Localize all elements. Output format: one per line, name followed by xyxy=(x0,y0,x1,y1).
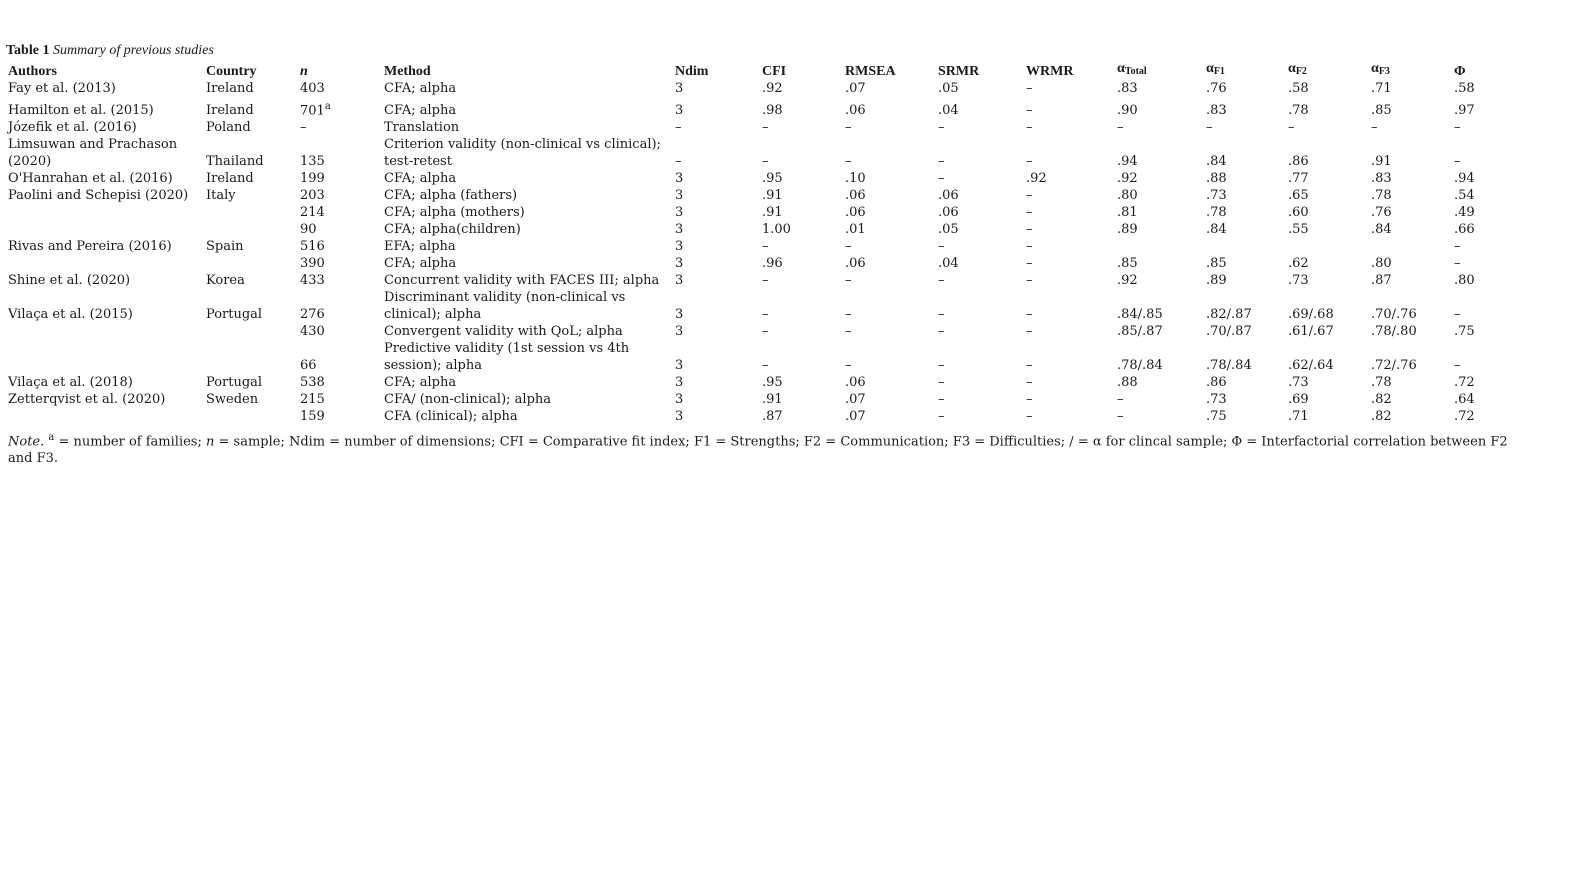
cell-f1: .82/.87 xyxy=(1206,307,1252,322)
table-figure xyxy=(6,42,1551,467)
cell-n: 701$^a$ xyxy=(300,100,331,118)
cell-f3: .71 xyxy=(1371,81,1392,96)
cell-srmr: .06 xyxy=(938,188,959,203)
cell-cfi: .95 xyxy=(762,171,783,186)
cell-phi: .72 xyxy=(1454,409,1475,424)
cell-n: 433 xyxy=(300,273,325,288)
cell-cfi: .91 xyxy=(762,188,783,203)
cell-ndim: 3 xyxy=(675,103,684,118)
cell-wrmr: – xyxy=(1026,154,1033,169)
cell-wrmr: – xyxy=(1026,307,1033,322)
cell-wrmr: – xyxy=(1026,324,1033,339)
cell-cfi: .95 xyxy=(762,375,783,390)
cell-wrmr: – xyxy=(1026,120,1033,135)
cell-n: 403 xyxy=(300,81,325,96)
cell-f2: .60 xyxy=(1288,205,1309,220)
cell-wrmr: – xyxy=(1026,358,1033,373)
cell-total: – xyxy=(1117,120,1124,135)
table-row xyxy=(6,80,1571,97)
cell-rmsea: – xyxy=(845,358,852,373)
cell-f2 xyxy=(1286,238,1369,255)
cell-n: 90 xyxy=(300,222,317,237)
cell-cfi: .91 xyxy=(762,392,783,407)
cell-rmsea: .06 xyxy=(845,256,866,271)
cell-rmsea: .07 xyxy=(845,81,866,96)
cell-cfi: – xyxy=(762,273,769,288)
alpha-f3-sub: F3 xyxy=(1378,66,1390,77)
cell-f2: .58 xyxy=(1288,81,1309,96)
note-part1: = number of families; xyxy=(54,434,206,450)
cell-f2: .77 xyxy=(1288,171,1309,186)
table-row xyxy=(6,221,1571,238)
cell-phi: – xyxy=(1454,154,1461,169)
col-cfi: CFI xyxy=(762,64,787,79)
cell-method: CFA; alpha xyxy=(384,171,457,186)
cell-f1: .76 xyxy=(1206,81,1227,96)
cell-method: CFA; alpha (mothers) xyxy=(384,205,525,220)
col-phi: Φ xyxy=(1454,64,1466,79)
cell-ndim: 3 xyxy=(675,375,684,390)
cell-f2: .71 xyxy=(1288,409,1309,424)
cell-ndim: 3 xyxy=(675,273,684,288)
cell-phi: – xyxy=(1454,307,1461,322)
cell-cfi: .87 xyxy=(762,409,783,424)
col-ndim: Ndim xyxy=(675,64,709,79)
cell-f3: .78/.80 xyxy=(1371,324,1417,339)
cell-n: 135 xyxy=(300,154,325,169)
cell-method: Convergent validity with QoL; alpha xyxy=(384,324,623,339)
table-row xyxy=(6,323,1571,340)
cell-country xyxy=(204,340,298,374)
cell-f3: – xyxy=(1371,120,1378,135)
cell-n: 159 xyxy=(300,409,325,424)
cell-n: 538 xyxy=(300,375,325,390)
cell-cfi: – xyxy=(762,358,769,373)
cell-rmsea: .06 xyxy=(845,205,866,220)
cell-authors xyxy=(6,204,204,221)
cell-f3: .84 xyxy=(1371,222,1392,237)
cell-total: – xyxy=(1117,392,1124,407)
cell-total: .81 xyxy=(1117,205,1138,220)
cell-srmr: – xyxy=(938,409,945,424)
cell-f1: .83 xyxy=(1206,103,1227,118)
cell-total: .84/.85 xyxy=(1117,307,1163,322)
table-note xyxy=(6,429,1528,467)
cell-total: .92 xyxy=(1117,273,1138,288)
cell-ndim: 3 xyxy=(675,188,684,203)
cell-country: Thailand xyxy=(206,154,264,169)
cell-cfi: .96 xyxy=(762,256,783,271)
cell-rmsea: – xyxy=(845,120,852,135)
cell-method: CFA/ (non-clinical); alpha xyxy=(384,392,552,407)
cell-total: .90 xyxy=(1117,103,1138,118)
cell-n: 66 xyxy=(300,358,317,373)
cell-country xyxy=(204,221,298,238)
note-label: Note. xyxy=(8,434,45,450)
cell-method: CFA; alpha xyxy=(384,375,457,390)
cell-f1: .85 xyxy=(1206,256,1227,271)
cell-rmsea: .01 xyxy=(845,222,866,237)
cell-f3: .87 xyxy=(1371,273,1392,288)
alpha-f1-sub: F1 xyxy=(1213,66,1225,77)
col-alpha-f3 xyxy=(1369,60,1452,80)
cell-method: CFA; alpha xyxy=(384,81,457,96)
cell-f3: .83 xyxy=(1371,171,1392,186)
cell-n: 390 xyxy=(300,256,325,271)
cell-f2: .69/.68 xyxy=(1288,307,1334,322)
cell-srmr: .06 xyxy=(938,205,959,220)
cell-total xyxy=(1115,238,1204,255)
cell-cfi: – xyxy=(762,324,769,339)
cell-rmsea: – xyxy=(845,154,852,169)
alpha-symbol: α xyxy=(1117,61,1125,76)
cell-method: CFA (clinical); alpha xyxy=(384,409,518,424)
cell-f3: .91 xyxy=(1371,154,1392,169)
cell-phi: – xyxy=(1454,120,1461,135)
cell-country: Ireland xyxy=(206,171,254,186)
cell-total: .85/.87 xyxy=(1117,324,1163,339)
cell-f3: .85 xyxy=(1371,103,1392,118)
cell-rmsea: .07 xyxy=(845,409,866,424)
cell-phi: .97 xyxy=(1454,103,1475,118)
cell-authors: Hamilton et al. (2015) xyxy=(8,103,154,118)
summary-table xyxy=(6,60,1571,425)
cell-wrmr: – xyxy=(1026,409,1033,424)
cell-total: .80 xyxy=(1117,188,1138,203)
cell-method: CFA; alpha(children) xyxy=(384,222,521,237)
cell-total: .88 xyxy=(1117,375,1138,390)
cell-authors xyxy=(6,323,204,340)
cell-n: 276 xyxy=(300,307,325,322)
cell-srmr: – xyxy=(938,375,945,390)
cell-method: Discriminant validity (non-clinical vs clinical); alpha xyxy=(384,290,626,322)
table-row xyxy=(6,136,1571,170)
cell-f3: .82 xyxy=(1371,409,1392,424)
cell-n: 430 xyxy=(300,324,325,339)
cell-total: .94 xyxy=(1117,154,1138,169)
cell-ndim: 3 xyxy=(675,358,684,373)
cell-srmr: – xyxy=(938,273,945,288)
cell-total: .83 xyxy=(1117,81,1138,96)
cell-cfi: 1.00 xyxy=(762,222,791,237)
cell-n: 516 xyxy=(300,239,325,254)
cell-cfi: .92 xyxy=(762,81,783,96)
cell-rmsea: .06 xyxy=(845,375,866,390)
col-alpha-f1 xyxy=(1204,60,1286,80)
cell-wrmr: .92 xyxy=(1026,171,1047,186)
cell-f3: .78 xyxy=(1371,188,1392,203)
table-row xyxy=(6,340,1571,374)
cell-country: Korea xyxy=(206,273,245,288)
cell-country: Spain xyxy=(206,239,244,254)
cell-total: .85 xyxy=(1117,256,1138,271)
cell-wrmr: – xyxy=(1026,81,1033,96)
cell-authors xyxy=(6,340,204,374)
col-alpha-total xyxy=(1115,60,1204,80)
table-row xyxy=(6,374,1571,391)
cell-rmsea: – xyxy=(845,324,852,339)
cell-phi: .75 xyxy=(1454,324,1475,339)
cell-f1: .73 xyxy=(1206,392,1227,407)
cell-ndim: 3 xyxy=(675,81,684,96)
cell-cfi: .98 xyxy=(762,103,783,118)
cell-phi: .66 xyxy=(1454,222,1475,237)
col-alpha-f2 xyxy=(1286,60,1369,80)
cell-total: .89 xyxy=(1117,222,1138,237)
cell-country: Ireland xyxy=(206,81,254,96)
cell-srmr: – xyxy=(938,239,945,254)
cell-country: Portugal xyxy=(206,307,263,322)
cell-wrmr: – xyxy=(1026,375,1033,390)
cell-f3: .80 xyxy=(1371,256,1392,271)
cell-f3: .82 xyxy=(1371,392,1392,407)
cell-rmsea: .07 xyxy=(845,392,866,407)
cell-rmsea: – xyxy=(845,239,852,254)
cell-authors xyxy=(6,408,204,425)
table-row xyxy=(6,204,1571,221)
cell-f1: .89 xyxy=(1206,273,1227,288)
cell-authors: Paolini and Schepisi (2020) xyxy=(8,188,189,203)
cell-cfi: – xyxy=(762,239,769,254)
cell-phi: .72 xyxy=(1454,375,1475,390)
table-row xyxy=(6,408,1571,425)
cell-f1: .78 xyxy=(1206,205,1227,220)
cell-f3: .70/.76 xyxy=(1371,307,1417,322)
caption-label: Table 1 xyxy=(6,43,50,58)
cell-cfi: – xyxy=(762,120,769,135)
cell-srmr: – xyxy=(938,358,945,373)
cell-country: Sweden xyxy=(206,392,259,407)
cell-country: Portugal xyxy=(206,375,263,390)
cell-method: Translation xyxy=(384,120,460,135)
cell-f2: .62/.64 xyxy=(1288,358,1334,373)
n-superscript: a xyxy=(324,100,331,112)
cell-wrmr: – xyxy=(1026,273,1033,288)
cell-ndim: 3 xyxy=(675,171,684,186)
table-row xyxy=(6,187,1571,204)
cell-wrmr: – xyxy=(1026,256,1033,271)
cell-authors: Vilaça et al. (2015) xyxy=(8,307,133,322)
cell-f1: .75 xyxy=(1206,409,1227,424)
cell-ndim: 3 xyxy=(675,409,684,424)
cell-f2: .61/.67 xyxy=(1288,324,1334,339)
cell-country: Ireland xyxy=(206,103,254,118)
cell-srmr: – xyxy=(938,171,945,186)
cell-f1: .73 xyxy=(1206,188,1227,203)
note-part2: = sample; Ndim = number of dimensions; CFI = Comparative fit index; F1 = Strengths; F2 = Communication; F3 = Difficulties; / = α for clincal sample; Φ = Interfactorial correlation between F2 and F3. xyxy=(8,434,1508,467)
table-row xyxy=(6,255,1571,272)
note-sup: a xyxy=(48,432,55,443)
cell-phi: .80 xyxy=(1454,273,1475,288)
table-row xyxy=(6,119,1571,136)
cell-rmsea: .10 xyxy=(845,171,866,186)
table-row xyxy=(6,272,1571,289)
cell-wrmr: – xyxy=(1026,392,1033,407)
cell-srmr: – xyxy=(938,307,945,322)
cell-method: EFA; alpha xyxy=(384,239,456,254)
table-row xyxy=(6,391,1571,408)
cell-f3: .76 xyxy=(1371,205,1392,220)
cell-method: Concurrent validity with FACES III; alpha xyxy=(384,273,660,288)
cell-f1: .78/.84 xyxy=(1206,358,1252,373)
cell-phi: .58 xyxy=(1454,81,1475,96)
cell-n: 199 xyxy=(300,171,325,186)
cell-authors: Limsuwan and Prachason (2020) xyxy=(8,137,178,169)
cell-phi: .49 xyxy=(1454,205,1475,220)
cell-f2: .69 xyxy=(1288,392,1309,407)
cell-f3: .72/.76 xyxy=(1371,358,1417,373)
cell-phi: .54 xyxy=(1454,188,1475,203)
cell-n: 215 xyxy=(300,392,325,407)
table-row xyxy=(6,170,1571,187)
cell-ndim: 3 xyxy=(675,307,684,322)
cell-authors xyxy=(6,255,204,272)
cell-total: – xyxy=(1117,409,1124,424)
cell-srmr: – xyxy=(938,154,945,169)
cell-f1: .84 xyxy=(1206,222,1227,237)
cell-authors: Józefik et al. (2016) xyxy=(8,120,137,135)
cell-srmr: .05 xyxy=(938,222,959,237)
cell-wrmr: – xyxy=(1026,103,1033,118)
cell-wrmr: – xyxy=(1026,188,1033,203)
cell-method: Criterion validity (non-clinical vs clinical); test-retest xyxy=(384,137,661,169)
cell-authors xyxy=(6,221,204,238)
cell-country xyxy=(204,408,298,425)
cell-method: CFA; alpha (fathers) xyxy=(384,188,518,203)
cell-f2: .78 xyxy=(1288,103,1309,118)
alpha-symbol: α xyxy=(1371,61,1379,76)
cell-f2: .73 xyxy=(1288,375,1309,390)
cell-method: CFA; alpha xyxy=(384,103,457,118)
cell-phi: – xyxy=(1454,358,1461,373)
cell-f1: – xyxy=(1206,120,1213,135)
col-wrmr: WRMR xyxy=(1026,64,1074,79)
cell-n: 203 xyxy=(300,188,325,203)
cell-srmr: .04 xyxy=(938,103,959,118)
cell-phi: – xyxy=(1454,256,1461,271)
cell-country xyxy=(204,204,298,221)
cell-rmsea: – xyxy=(845,273,852,288)
header-row xyxy=(6,60,1571,80)
cell-authors: Zetterqvist et al. (2020) xyxy=(8,392,166,407)
cell-phi: .94 xyxy=(1454,171,1475,186)
cell-f2: .62 xyxy=(1288,256,1309,271)
cell-n: – xyxy=(300,120,307,135)
cell-wrmr: – xyxy=(1026,222,1033,237)
cell-authors: Fay et al. (2013) xyxy=(8,81,116,96)
cell-ndim: 3 xyxy=(675,256,684,271)
cell-wrmr: – xyxy=(1026,205,1033,220)
table-row xyxy=(6,289,1571,323)
cell-f3: .78 xyxy=(1371,375,1392,390)
cell-ndim: 3 xyxy=(675,392,684,407)
table-caption xyxy=(6,42,1551,60)
alpha-symbol: α xyxy=(1288,61,1296,76)
col-authors: Authors xyxy=(8,64,58,79)
cell-country xyxy=(204,323,298,340)
cell-total: .92 xyxy=(1117,171,1138,186)
cell-f2: .55 xyxy=(1288,222,1309,237)
alpha-symbol: α xyxy=(1206,61,1214,76)
cell-f1: .88 xyxy=(1206,171,1227,186)
cell-ndim: – xyxy=(675,154,682,169)
cell-f2: – xyxy=(1288,120,1295,135)
cell-total: .78/.84 xyxy=(1117,358,1163,373)
cell-f1: .86 xyxy=(1206,375,1227,390)
cell-ndim: 3 xyxy=(675,324,684,339)
cell-authors: Rivas and Pereira (2016) xyxy=(8,239,172,254)
cell-ndim: – xyxy=(675,120,682,135)
cell-srmr: .04 xyxy=(938,256,959,271)
cell-srmr: – xyxy=(938,392,945,407)
table-body xyxy=(6,80,1571,425)
note-n-symbol: n xyxy=(205,434,215,450)
cell-f3 xyxy=(1369,238,1452,255)
cell-f1 xyxy=(1204,238,1286,255)
cell-method: Predictive validity (1st session vs 4th session); alpha xyxy=(384,341,630,373)
col-n-label: n xyxy=(300,64,308,79)
cell-f2: .65 xyxy=(1288,188,1309,203)
caption-title: Summary of previous studies xyxy=(52,43,214,58)
cell-ndim: 3 xyxy=(675,205,684,220)
cell-rmsea: .06 xyxy=(845,103,866,118)
cell-srmr: – xyxy=(938,324,945,339)
cell-phi: – xyxy=(1454,239,1461,254)
cell-rmsea: .06 xyxy=(845,188,866,203)
cell-authors: Vilaça et al. (2018) xyxy=(8,375,133,390)
cell-f2: .73 xyxy=(1288,273,1309,288)
cell-country: Italy xyxy=(206,188,236,203)
table-row xyxy=(6,238,1571,255)
cell-ndim: 3 xyxy=(675,222,684,237)
cell-f1: .70/.87 xyxy=(1206,324,1252,339)
cell-country xyxy=(204,255,298,272)
alpha-f2-sub: F2 xyxy=(1295,66,1307,77)
cell-n: 214 xyxy=(300,205,325,220)
cell-authors: Shine et al. (2020) xyxy=(8,273,131,288)
cell-rmsea: – xyxy=(845,307,852,322)
cell-srmr: – xyxy=(938,120,945,135)
cell-cfi: – xyxy=(762,307,769,322)
cell-wrmr: – xyxy=(1026,239,1033,254)
cell-cfi: .91 xyxy=(762,205,783,220)
table-row xyxy=(6,97,1571,119)
cell-authors: O'Hanrahan et al. (2016) xyxy=(8,171,173,186)
col-method: Method xyxy=(384,64,431,79)
cell-f1: .84 xyxy=(1206,154,1227,169)
alpha-total-sub: Total xyxy=(1124,66,1147,77)
cell-cfi: – xyxy=(762,154,769,169)
cell-ndim: 3 xyxy=(675,239,684,254)
cell-method: CFA; alpha xyxy=(384,256,457,271)
col-rmsea: RMSEA xyxy=(845,64,896,79)
col-srmr: SRMR xyxy=(938,64,980,79)
col-n xyxy=(298,60,382,80)
cell-f2: .86 xyxy=(1288,154,1309,169)
cell-srmr: .05 xyxy=(938,81,959,96)
cell-country: Poland xyxy=(206,120,251,135)
cell-phi: .64 xyxy=(1454,392,1475,407)
col-country: Country xyxy=(206,64,257,79)
